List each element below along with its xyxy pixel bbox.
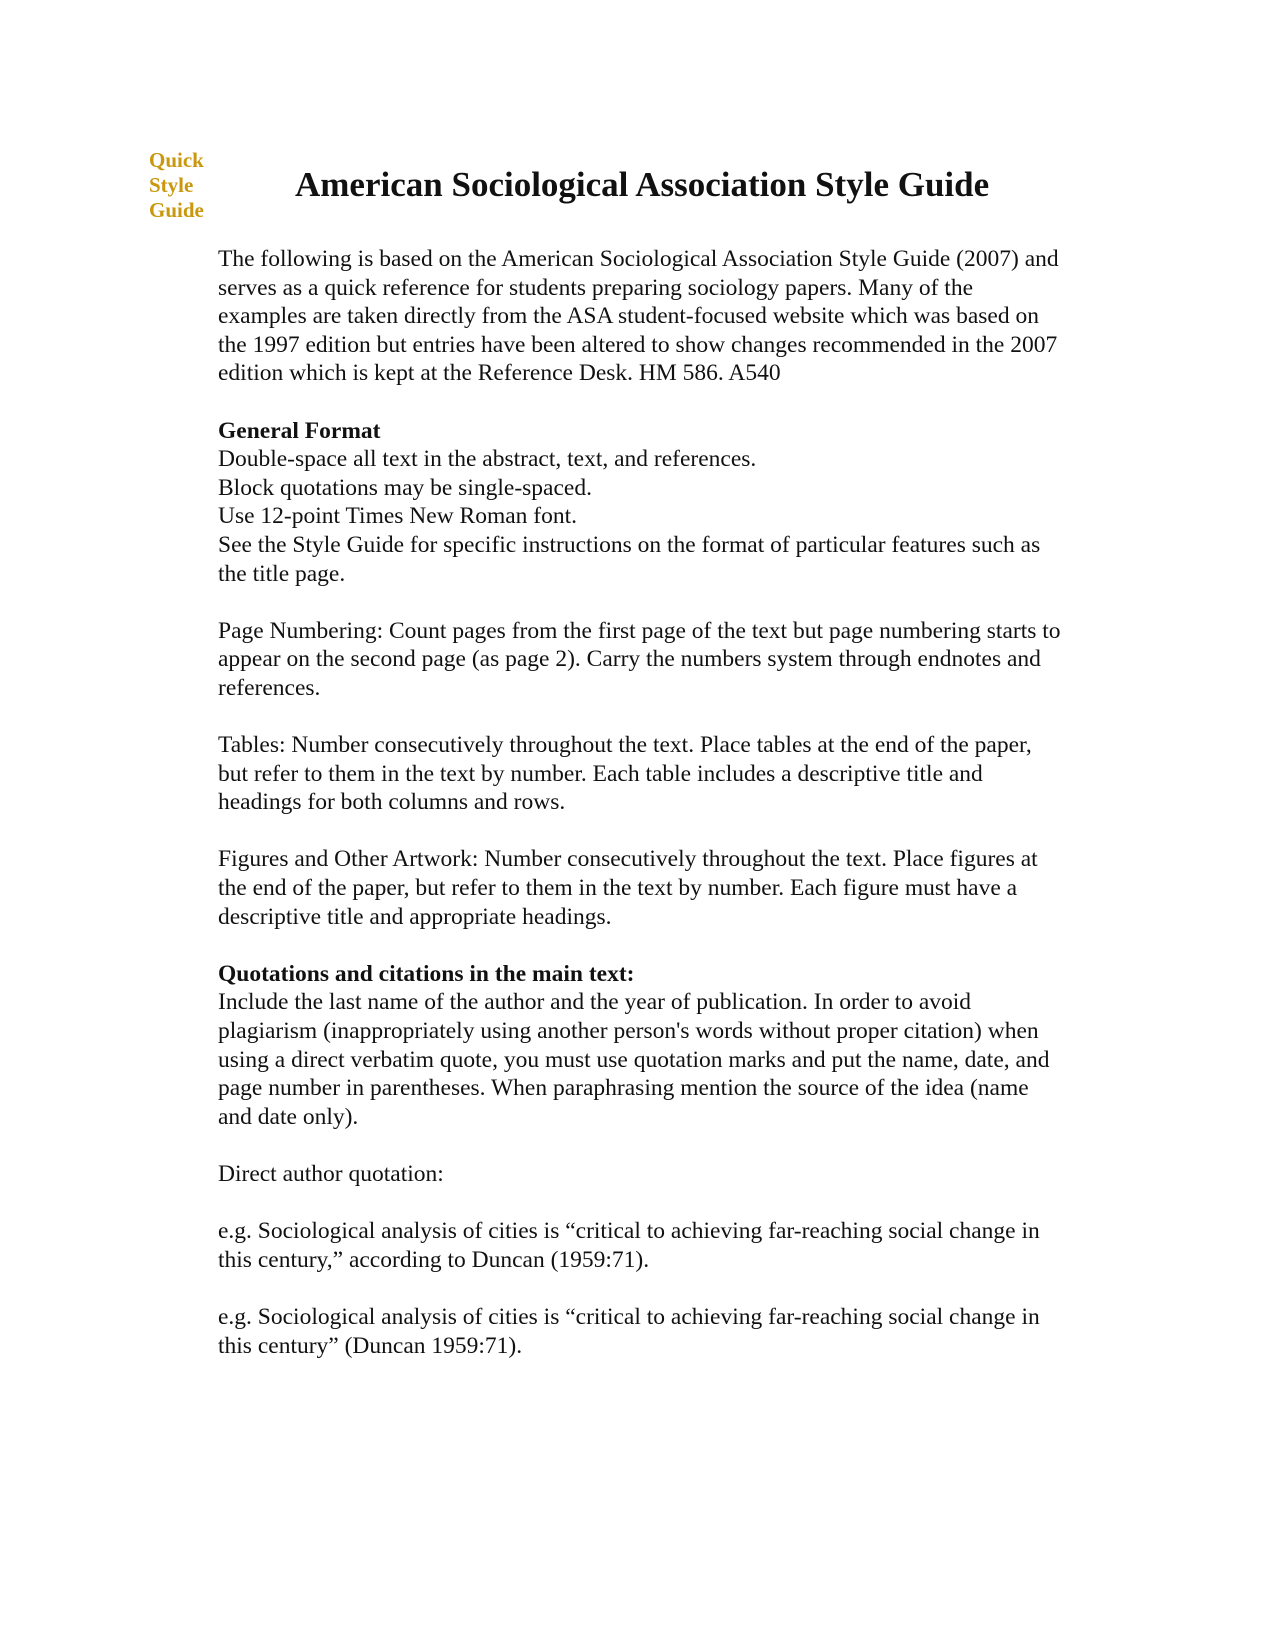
quotations-section [218,960,1118,1132]
text-line: plagiarism (inappropriately using another person's words without proper citation) when [218,1018,1039,1045]
page-numbering-paragraph [218,617,1118,703]
text-line: headings for both columns and rows. [218,789,566,816]
text-line: serves as a quick reference for students preparing sociology papers. Many of the [218,274,973,301]
text-line: edition which is kept at the Reference Desk. HM 586. A540 [218,360,781,387]
general-format-heading: General Format [218,417,381,444]
direct-quotation-label [218,1160,1118,1189]
text-line: Include the last name of the author and the year of publication. In order to avoid [218,989,972,1016]
text-line: Block quotations may be single-spaced. [218,474,592,501]
text-line: this century,” according to Duncan (1959:71). [218,1246,650,1273]
text-line: the title page. [218,560,346,587]
text-line: page number in parentheses. When paraphrasing mention the source of the idea (name [218,1075,1029,1102]
text-line: appear on the second page (as page 2). Carry the numbers system through endnotes and [218,646,1041,673]
text-line: Tables: Number consecutively throughout the text. Place tables at the end of the paper, [218,732,1032,759]
quotations-heading: Quotations and citations in the main text: [218,960,635,987]
text-line: this century” (Duncan 1959:71). [218,1332,523,1359]
text-line: Figures and Other Artwork: Number consecutively throughout the text. Place figures at [218,846,1038,873]
text-line: e.g. Sociological analysis of cities is “critical to achieving far-reaching social change in [218,1218,1040,1245]
side-label-line: Guide [149,198,204,222]
text-line: e.g. Sociological analysis of cities is “critical to achieving far-reaching social change in [218,1303,1040,1330]
text-line: descriptive title and appropriate headings. [218,903,612,930]
example-paragraph-2 [218,1303,1118,1360]
tables-paragraph [218,731,1118,817]
document-body [218,245,1118,1389]
text-line: Use 12-point Times New Roman font. [218,503,578,530]
text-line: examples are taken directly from the ASA student-focused website which was based on [218,303,1039,330]
text-line: See the Style Guide for specific instructions on the format of particular features such as [218,531,1041,558]
text-line: Direct author quotation: [218,1161,444,1187]
text-line: the 1997 edition but entries have been altered to show changes recommended in the 2007 [218,331,1058,358]
quick-style-guide-label [149,148,204,223]
side-label-line: Quick [149,148,204,172]
document-title: American Sociological Association Style Guide [295,165,990,204]
intro-paragraph [218,245,1118,388]
text-line: using a direct verbatim quote, you must use quotation marks and put the name, date, and [218,1046,1050,1073]
figures-paragraph [218,845,1118,931]
side-label-line: Style [149,173,194,197]
text-line: references. [218,674,321,701]
text-line: Double-space all text in the abstract, text, and references. [218,446,757,473]
text-line: the end of the paper, but refer to them in the text by number. Each figure must have a [218,875,1018,902]
text-line: The following is based on the American Sociological Association Style Guide (2007) and [218,246,1059,272]
example-paragraph-1 [218,1217,1118,1274]
text-line: Page Numbering: Count pages from the first page of the text but page numbering starts to [218,617,1061,644]
text-line: and date only). [218,1103,359,1130]
general-format-section [218,417,1118,589]
text-line: but refer to them in the text by number. Each table includes a descriptive title and [218,760,983,787]
